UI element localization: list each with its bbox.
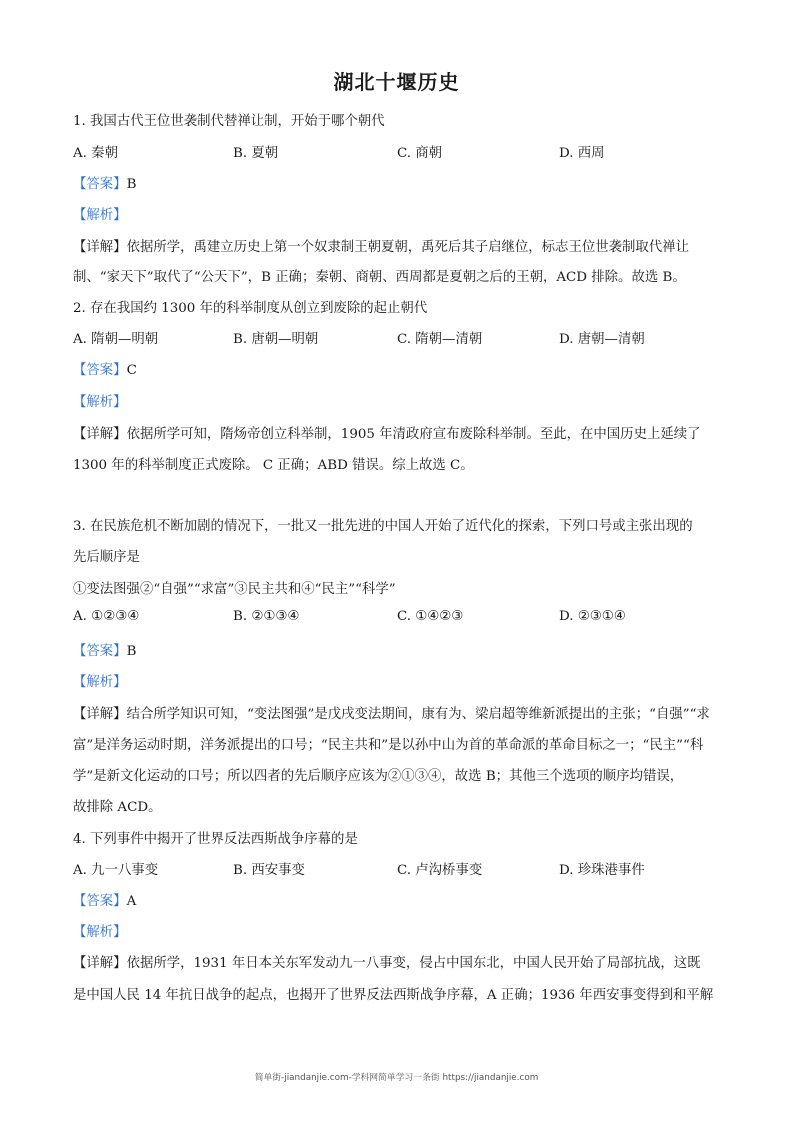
q1-detail-line-1 xyxy=(73,236,689,255)
answer-tag: 【答案】 xyxy=(73,644,127,659)
q1-stem: 1. 我国古代王位世袭制代替禅让制，开始于哪个朝代 xyxy=(73,114,385,129)
q1-detail-line-2: 制、“家天下”取代了“公天下”，B 正确；秦朝、商朝、西周都是夏朝之后的王朝，ACD 排除。故选 B。 xyxy=(73,270,686,285)
q2-option-a: A. 隋朝—明朝 xyxy=(73,332,159,347)
q2-option-c: C. 隋朝—清朝 xyxy=(397,332,483,347)
q4-answer xyxy=(73,890,136,909)
q4-detail-line-1 xyxy=(73,952,701,971)
detail-text: 结合所学知识可知，“变法图强”是戊戌变法期间，康有为、梁启超等维新派提出的主张；“自强”“求 xyxy=(126,707,710,722)
q3-option-d: D. ②③①④ xyxy=(559,609,626,624)
q1-option-c: C. 商朝 xyxy=(397,146,443,161)
q2-option-d: D. 唐朝—清朝 xyxy=(559,332,645,347)
q3-option-c: C. ①④②③ xyxy=(397,609,464,624)
q4-option-c: C. 卢沟桥事变 xyxy=(397,863,483,878)
answer-value: C xyxy=(126,363,137,378)
page-footer: 简单街-jiandanjie.com-学科网简单学习一条街 https://jiandanjie.com xyxy=(254,1073,539,1083)
answer-tag: 【答案】 xyxy=(73,363,127,378)
q3-stem-line-1: 3. 在民族危机不断加剧的情况下，一批又一批先进的中国人开始了近代化的探索，下列口号或主张出现的 xyxy=(73,519,693,534)
detail-text: 依据所学，禹建立历史上第一个奴隶制王朝夏朝，禹死后其子启继位，标志王位世袭制取代禅让 xyxy=(126,240,689,255)
answer-tag: 【答案】 xyxy=(73,177,127,192)
detail-tag: 【详解】 xyxy=(73,240,127,255)
q2-detail-line-1 xyxy=(73,423,701,442)
q3-detail-line-1 xyxy=(73,703,710,722)
q3-option-a: A. ①②③④ xyxy=(73,609,140,624)
q2-answer xyxy=(73,359,137,378)
q1-option-b: B. 夏朝 xyxy=(233,146,279,161)
q4-option-d: D. 珍珠港事件 xyxy=(559,863,645,878)
page-title: 湖北十堰历史 xyxy=(333,70,460,94)
q1-answer xyxy=(73,173,136,192)
q4-detail-line-2: 是中国人民 14 年抗日战争的起点，也揭开了世界反法西斯战争序幕，A 正确；1936 年西安事变得到和平解 xyxy=(73,988,714,1003)
answer-value: B xyxy=(126,177,137,192)
q2-stem: 2. 存在我国约 1300 年的科举制度从创立到废除的起止朝代 xyxy=(73,301,428,316)
q4-option-b: B. 西安事变 xyxy=(233,863,305,878)
q3-detail-line-2: 富”是洋务运动时期，洋务派提出的口号；“民主共和”是以孙中山为首的革命派的革命目标之一；“民主”“科 xyxy=(73,738,704,753)
detail-text: 依据所学可知，隋炀帝创立科举制，1905 年清政府宣布废除科举制。至此，在中国历史上延续了 xyxy=(126,427,701,442)
answer-value: B xyxy=(126,644,137,659)
detail-tag: 【详解】 xyxy=(73,427,127,442)
q4-stem: 4. 下列事件中揭开了世界反法西斯战争序幕的是 xyxy=(73,832,358,847)
detail-tag: 【详解】 xyxy=(73,956,127,971)
q2-option-b: B. 唐朝—明朝 xyxy=(233,332,319,347)
detail-tag: 【详解】 xyxy=(73,707,127,722)
detail-text: 依据所学，1931 年日本关东军发动九一八事变，侵占中国东北，中国人民开始了局部抗战，这既 xyxy=(126,956,701,971)
q2-analysis-tag: 【解析】 xyxy=(73,395,127,410)
q2-detail-line-2: 1300 年的科举制度正式废除。 C 正确；ABD 错误。综上故选 C。 xyxy=(73,458,474,473)
q3-items: ①变法图强②“自强”“求富”③民主共和④“民主”“科学” xyxy=(73,582,396,597)
q3-detail-line-3: 学”是新文化运动的口号；所以四者的先后顺序应该为②①③④，故选 B；其他三个选项的顺序均错误， xyxy=(73,769,684,784)
q1-analysis-tag: 【解析】 xyxy=(73,208,127,223)
q3-detail-line-4: 故排除 ACD。 xyxy=(73,800,162,815)
q3-stem-line-2: 先后顺序是 xyxy=(73,550,140,565)
q3-analysis-tag: 【解析】 xyxy=(73,675,127,690)
q3-answer xyxy=(73,640,136,659)
answer-value: A xyxy=(126,894,137,909)
q1-option-d: D. 西周 xyxy=(559,146,605,161)
q1-option-a: A. 秦朝 xyxy=(73,146,118,161)
q4-analysis-tag: 【解析】 xyxy=(73,925,127,940)
q3-option-b: B. ②①③④ xyxy=(233,609,300,624)
answer-tag: 【答案】 xyxy=(73,894,127,909)
q4-option-a: A. 九一八事变 xyxy=(73,863,159,878)
